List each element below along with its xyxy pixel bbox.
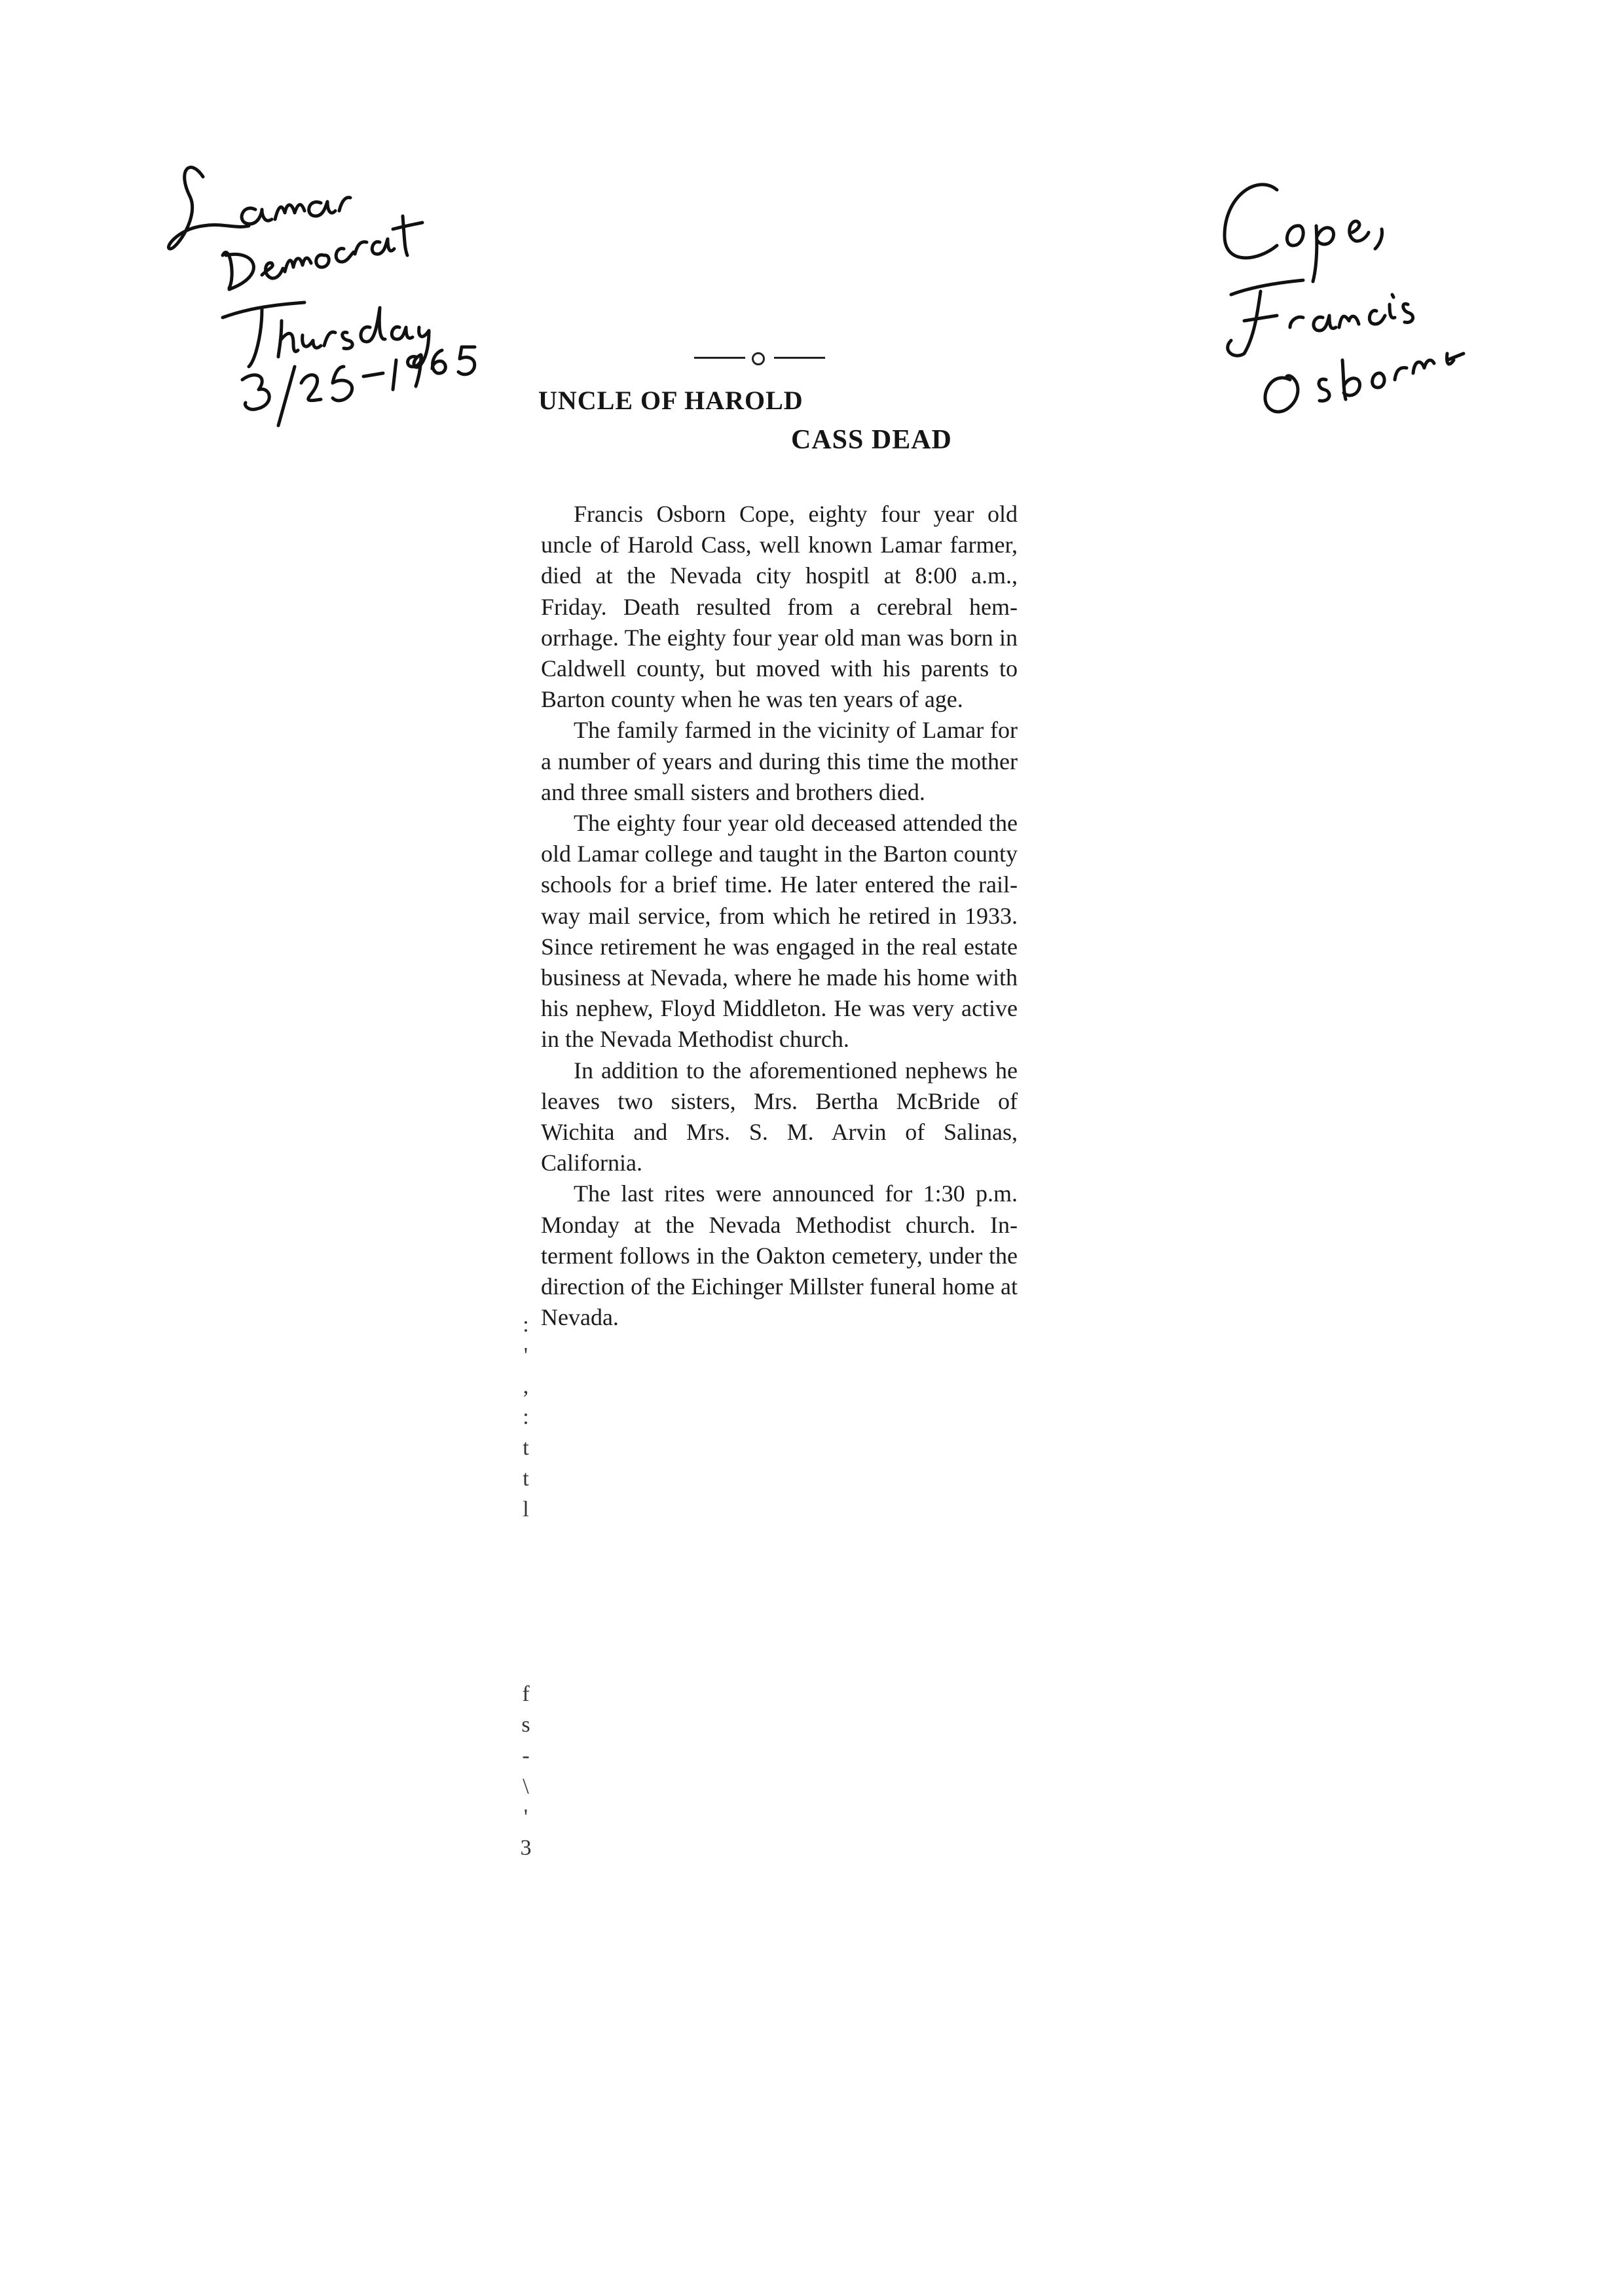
margin-fragment: , (523, 1374, 529, 1398)
margin-fragment: ' (523, 1805, 528, 1829)
margin-fragment: ' (523, 1343, 528, 1368)
margin-fragment (516, 1525, 536, 1556)
margin-fragment: - (522, 1743, 530, 1768)
headline-line-2: CASS DEAD (791, 425, 952, 455)
adjacent-column-fragments (516, 1309, 536, 1863)
headline-line-1: UNCLE OF HAROLD (538, 386, 803, 415)
margin-fragment (516, 1556, 536, 1586)
margin-fragment (516, 1617, 536, 1648)
article-paragraph: The eighty four year old deceased attended the old Lamar college and taught in the Barton county schools for a brief time. He later entered the railway mail service, from which he retired in 1933. Since retirement he was engaged in the real estate business at Nevada, where he made his home with his nephew, Floyd Middleton. He was very active in the Nevada Methodist church. (541, 810, 1018, 1053)
margin-fragment: t (523, 1467, 529, 1491)
margin-fragment: t (523, 1436, 529, 1460)
article-paragraph: Francis Osborn Cope, eighty four year old uncle of Harold Cass, well known Lamar farmer, died at the Nevada city hospitl at 8:00 a.m., Friday. Death resulted from a cerebral hemorrhage. The eighty four year old man was born in Caldwell county, but moved with his parents to Barton county when he was ten years of age. (541, 501, 1018, 713)
article-paragraph: The last rites were announced for 1:30 p.m. Monday at the Nevada Methodist church. Interment follows in the Oakton cemetery, under the direction of the Eichinger Millster funeral home at Nevada. (541, 1180, 1018, 1331)
margin-fragment: f (522, 1682, 530, 1706)
article-paragraph: The family farmed in the vicinity of Lamar for a number of years and during this time the mother and three small sisters and brothers died. (541, 717, 1018, 805)
margin-fragment (516, 1648, 536, 1679)
margin-fragment: 3 (520, 1836, 532, 1860)
margin-fragment: : (523, 1405, 529, 1429)
handwriting-right-image (1205, 164, 1500, 465)
margin-fragment: s (521, 1713, 530, 1737)
article-body (541, 499, 1018, 1333)
ornament-rule-left (694, 357, 745, 359)
headline-ornament (694, 351, 825, 364)
handwritten-subject-note (1205, 164, 1500, 465)
ornament-rule-right (774, 357, 825, 359)
article-paragraph: In addition to the aforementioned nephews he leaves two sisters, Mrs. Bertha McBride of Wichita and Mrs. S. M. Arvin of Salinas, California. (541, 1057, 1018, 1176)
handwriting-left-image (164, 151, 530, 465)
margin-fragment: \ (523, 1774, 529, 1798)
ornament-circle (752, 352, 765, 365)
handwritten-source-note (164, 151, 530, 465)
margin-fragment: : (523, 1313, 529, 1337)
margin-fragment (516, 1586, 536, 1617)
margin-fragment: l (523, 1497, 529, 1522)
